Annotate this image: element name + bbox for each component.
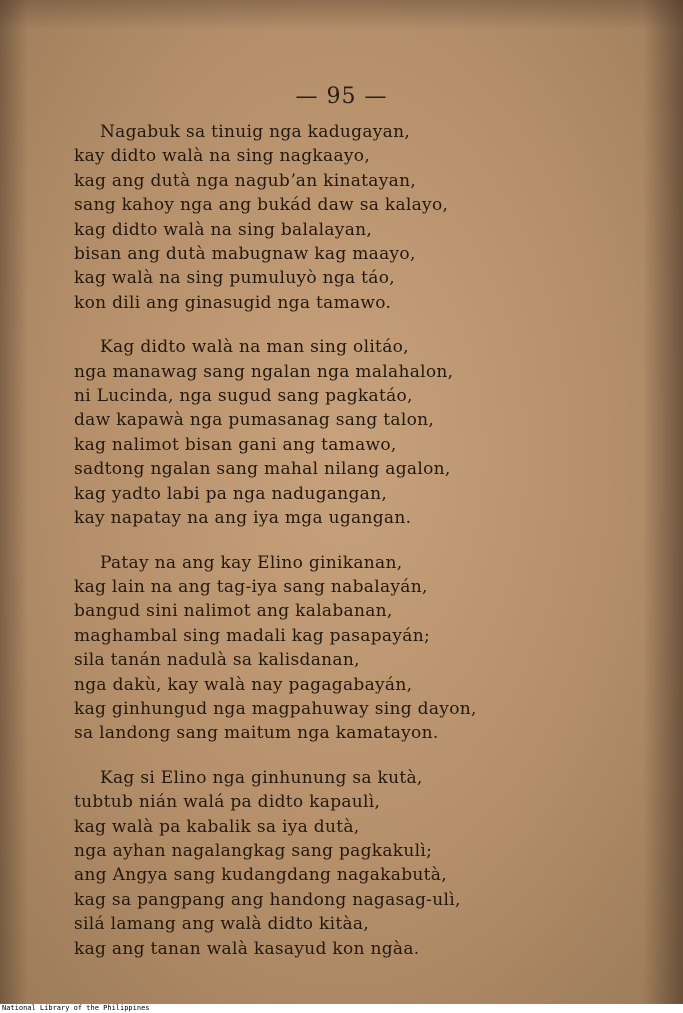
- poem-line: sila tanán nadulà sa kalisdanan,: [74, 650, 360, 671]
- poem-line: kag walà na sing pumuluyò nga táo,: [74, 268, 395, 289]
- stanza-1: [74, 120, 574, 315]
- poem-line: kag walà pa kabalik sa iya dutà,: [74, 816, 360, 837]
- poem-line: kag ang dutà nga nagubʼan kinatayan,: [74, 170, 417, 191]
- poem-line: bangud sini nalimot ang kalabanan,: [74, 601, 393, 622]
- poem-line: nga dakù, kay walà nay pagagabayán,: [74, 674, 413, 695]
- poem-line: kag ginhungud nga magpahuway sing dayon,: [74, 698, 477, 719]
- page-number: — 95 —: [295, 84, 388, 109]
- poem-line: Nagabuk sa tinuig nga kadugayan,: [100, 122, 411, 142]
- poem-line: sa landong sang maitum nga kamatayon.: [74, 723, 439, 744]
- poem-line: nga ayhan nagalangkag sang pagkakulì;: [74, 840, 433, 861]
- stanza-3: [74, 551, 574, 746]
- poem-line: kay didto walà na sing nagkaayo,: [74, 146, 371, 167]
- page-edge-shadow-top: [0, 0, 683, 30]
- poem-line: kag nalimot bisan gani ang tamawo,: [74, 434, 397, 455]
- poem-line: kag sa pangpang ang handong nagasag-ulì,: [74, 889, 461, 910]
- poem-line: daw kapawà nga pumasanag sang talon,: [74, 410, 435, 431]
- poem-line: maghambal sing madali kag pasapayán;: [74, 625, 430, 646]
- poem-line: Patay na ang kay Elino ginikanan,: [100, 552, 403, 573]
- poem-body: [74, 120, 574, 981]
- poem-line: kag ang tanan walà kasayud kon ngàa.: [74, 938, 420, 959]
- stanza-2: [74, 335, 574, 530]
- poem-line: kon dili ang ginasugid nga tamawo.: [74, 292, 392, 313]
- poem-line: nga manawag sang ngalan nga malahalon,: [74, 361, 454, 382]
- poem-line: kag didto walà na sing balalayan,: [74, 219, 373, 240]
- poem-line: Kag si Elino nga ginhunung sa kutà,: [100, 767, 423, 788]
- poem-line: silá lamang ang walà didto kitàa,: [74, 914, 370, 935]
- poem-line: tubtub nián walá pa didto kapaulì,: [74, 792, 381, 813]
- stanza-4: [74, 766, 574, 961]
- poem-line: Kag didto walà na man sing olitáo,: [100, 337, 409, 358]
- library-credit: National Library of the Philippines: [2, 1004, 150, 1012]
- poem-line: sang kahoy nga ang bukád daw sa kalayo,: [74, 195, 449, 216]
- page-edge-shadow-left: [0, 0, 28, 1004]
- poem-line: kag yadto labi pa nga nadugangan,: [74, 483, 388, 504]
- poem-line: kay napatay na ang iya mga ugangan.: [74, 508, 412, 529]
- page-edge-shadow-right: [643, 0, 683, 1004]
- poem-line: kag lain na ang tag-iya sang nabalayán,: [74, 576, 428, 597]
- poem-line: ang Angya sang kudangdang nagakabutà,: [74, 865, 447, 886]
- poem-line: bisan ang dutà mabugnaw kag maayo,: [74, 244, 416, 265]
- poem-line: sadtong ngalan sang mahal nilang agalon,: [74, 459, 451, 480]
- poem-line: ni Lucinda, nga sugud sang pagkatáo,: [74, 386, 413, 407]
